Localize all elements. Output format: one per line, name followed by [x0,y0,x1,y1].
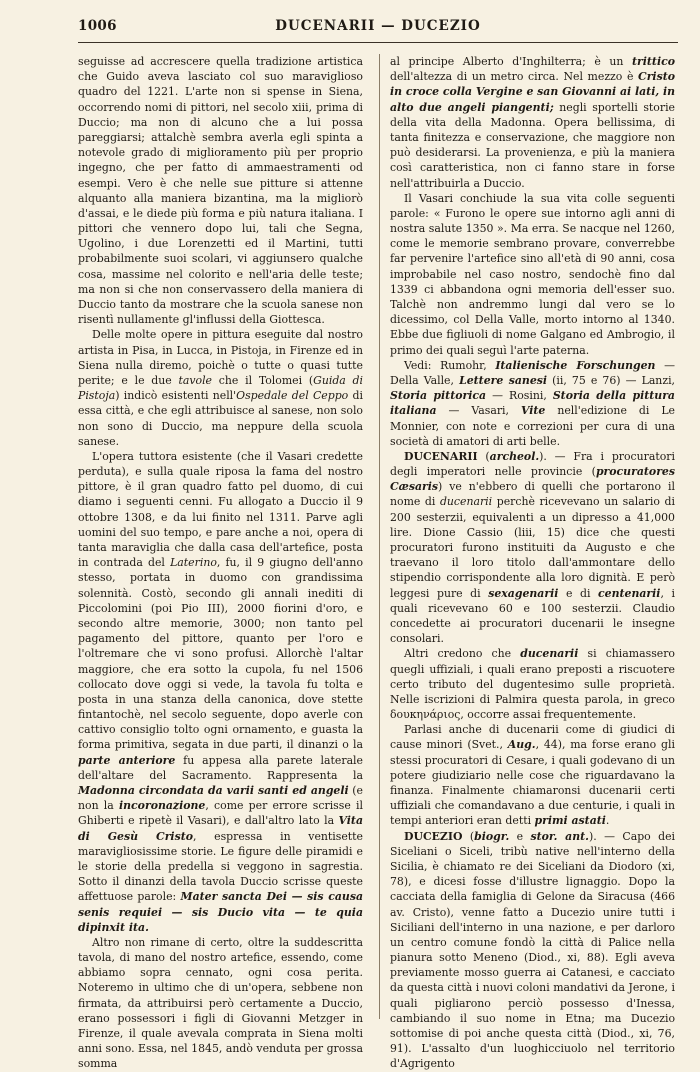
emphasis-text: sexagenarii [488,586,559,600]
text-run: dell'altezza di un metro circa. Nel mezzo è [390,70,639,84]
text-run: , i quali ricevevano 60 e 100 sesterzii. Claudio concedette ai procuratori ducenarii le insegne consolari. [390,586,675,646]
text-run: (e non la [78,784,364,813]
text-run: ) ve n'ebbero di quelli che portarono il nome di [390,480,675,509]
emphasis-text: parte anteriore [78,753,176,767]
emphasis-text: tavole [178,373,212,387]
text-run: Il Vasari conchiude la sua vita colle seguenti parole: « Furono le opere sue intorno agli anni di nostra salute 1350 ». Ma erra. Se nacque nel 1260, come le memorie sembrano provare, converrebbe far pervenire l'artefice sino all'età di 90 anni, cosa improbabile nel caso nostro, sendochè fino dal 1339 ci abbandona ogni memoria dell'esser suo. Talchè non andremmo lungi dal vero se lo dicessimo, col Della Valle, morto intorno al 1340. Ebbe due figliuoli di nome Galgano ed Ambrogio, il primo dei quali seguì l'arte paterna. [390,191,675,357]
text-run: Parlasi anche di ducenarii come di giudici di cause minori (Svet., [390,723,675,752]
text-run: seguisse ad accrescere quella tradizione artistica che Guido aveva lasciato col suo maraviglioso quadro del 1221. L'arte non si spense in Siena, occorrendo nomi di pittori, nel secolo xiii, prima di Duccio; ma non di alcuno che a lui possa pareggiarsi; attalchè sembra averla egli spinta a notevole grado di miglioramento più per proprio ingegno, che per fatto di ammaestramenti od esempi. Vero è che nelle sue pitture si attenne alquanto alla maniera bizantina, ma la migliorò d'assai, e le diede più forma e più natura italiana. I pittori che vennero dopo lui, tali che Segna, Ugolino, i due Lorenzetti ed il Martini, tutti probabilmente suoi scolari, vi aggiunsero qualche cosa, massime nel colorito e nell'aria delle teste; ma non si che non conservassero della maniera di Duccio tanto da mostrare che la scuola sanese non risentì nullamente gl'influssi della Giottesca. [78,55,363,327]
text-run: , espressa in ventisette maravigliosissime storie. Le figure delle piramidi e le storie della predella si veggono in sagrestia. Sotto il dinanzi della tavola Duccio scrisse queste affettuose parole: [78,829,363,904]
paragraph [78,327,363,449]
text-run: si chiamassero quegli uffiziali, i quali erano preposti a riscuotere certo tributo del dugentesimo sulle proprietà. Nelle iscrizioni di Palmira questa parola, in greco δουκηνάριος, occorre assai frequentemente. [390,647,675,722]
text-run: ( [477,449,490,463]
emphasis-text: procuratores Cæsaris [390,465,675,494]
emphasis-text: Ospedale del Ceppo [236,389,349,403]
text-run: Altri credono che [404,647,521,661]
text-run: — Vasari, [436,404,521,418]
emphasis-text: Lettere sanesi [459,373,548,387]
paragraph [78,935,363,1072]
entry-ducenarii [390,449,675,646]
text-run: nell'edizione di Le Monnier, con note e correzioni per cura di una società di amatori di arti belle. [390,404,675,448]
text-run: , come per errore scrisse il Ghiberti e ripetè il Vasari), e dall'altro lato la [78,799,363,828]
emphasis-text: centenarii [598,586,661,600]
emphasis-text: Vita di Gesù Cristo [78,814,363,843]
paragraph [390,646,675,722]
header-rule [78,42,678,43]
emphasis-text: Storia della pittura italiana [390,389,675,418]
emphasis-text: Aug. [507,738,536,752]
text-run: perchè ricevevano un salario di 200 sesterzii, equivalenti a un dipresso a 41,000 lire. Dione Cassio (liii, 15) dice che questi procuratori furono instituiti da Augusto e che traevano il loro titolo dall'ammontare dello stipendio corrispondente alla loro dignità. E però leggesi pure di [390,495,675,600]
text-run: , fu, il 9 giugno dell'anno stesso, portata in duomo con grandissima solennità. Costò, secondo gli annali inediti di Piccolomini (poi Pio III), 2000 fiorini d'oro, e secondo altre memorie, 3000; non tanto pel pagamento del pittore, quanto per l'oro e l'oltremare che vi sono profusi. Allorchè l'altar maggiore, che era sotto la cupola, fu nel 1506 collocato dove oggi si vede, la tavola fu tolta e posta in una stanza della canonica, dove stette fintantochè, nel secolo seguente, dopo averle con cattivo consiglio tolto ogni ornamento, e guasta la forma primitiva, segata in due parti, il dinanzi o la [78,556,363,752]
emphasis-text: archeol. [489,449,540,463]
emphasis-text: Madonna circondata da varii santi ed angeli [78,784,349,797]
emphasis-text: Guida di Pistoja [78,373,364,403]
running-title: DUCENARII — DUCEZIO [275,18,481,34]
emphasis-text: Storia pittorica [390,389,487,403]
emphasis-text: primi astati [534,814,606,828]
text-run: ) indicò esistenti nell' [115,389,237,403]
text-run: negli sportelli storie della vita della Madonna. Opera bellissima, di tanta finitezza e conservazione, che maggiore non può desiderarsi. La provenienza, e più la maniera così caratteristica, non ci fanno stare in forse nell'attribuirla a Duccio. [390,100,675,190]
emphasis-text: DUCENARII [404,449,478,463]
text-run: che il Tolomei ( [212,373,314,387]
text-run: e di [558,586,599,600]
emphasis-text: incoronazione [119,799,206,813]
bibliography-paragraph [390,358,675,449]
text-run: — Rosini, [486,389,553,403]
text-run: . [605,814,610,828]
emphasis-text: ducenarii [520,647,579,661]
emphasis-text: biogr. [474,829,510,843]
paragraph [390,191,675,358]
text-run: ). — Capo dei Siceliani o Siceli, tribù native nell'interno della Sicilia, è chiamato re dei Siceliani da Diodoro (xi, 78), e dicesi fosse d'illustre lignaggio. Dopo la cacciata della famiglia di Gelone da Siracusa (466 av. Cristo), venne fatto a Ducezio unire tutti i Siciliani dell'interno in una nazione, e per darloro un centro comune fondò la città di Palice nella pianura sotto Meneno (Diod., xi, 88). Egli aveva previamente mosso guerra ai Catanesi, e cacciato da questa città i nuovi coloni mandativi da Jerone, i quali pigliarono perciò possesso d'Inessa, cambiando il suo nome in Etna; ma Ducezio sottomise di poi anche questa città (Diod., xi, 76, 91). L'assalto d'un luoghicciuolo nel territorio d'Agrigento [390,829,676,1071]
paragraph [78,54,363,327]
right-column [390,54,676,1071]
emphasis-text: Mater sancta Dei — sis causa senis requiei — sis Ducio vita — te quia dipinxit ita. [78,890,364,934]
paragraph [390,722,675,828]
emphasis-text: Italienische Forschungen [495,358,656,372]
page-header [78,18,678,38]
text-run: ( [462,829,475,843]
emphasis-text: Cristo in croce colla Vergine e san Giovanni ai lati, in alto due angeli piangenti; [390,70,675,114]
emphasis-text: Laterino [170,556,217,570]
text-run: Altro non rimane di certo, oltre la suddescritta tavola, di mano del nostro artefice, essendo, come abbiamo sopra cennato, ogni cosa perita. Noteremo in ultimo che di un'opera, sebbene non firmata, da attribuirsi però certamente a Duccio, erano possessori i figli di Giovanni Metzger in Firenze, il quale avevala comprata in Siena molti anni sono. Essa, nel 1845, andò venduta per grossa somma [78,935,363,1071]
emphasis-text: trittico [632,55,675,68]
paragraph [78,449,363,935]
page-number: 1006 [78,18,117,34]
column-divider [379,54,380,1019]
left-column [78,54,364,1071]
emphasis-text: ducenarii [439,495,493,509]
text-run: — Della Valle, [390,358,675,387]
text-run: ). — Fra i procuratori degli imperatori nelle provincie ( [390,449,675,479]
text-run: Delle molte opere in pittura eseguite dal nostro artista in Pisa, in Lucca, in Pistoja, in Firenze ed in Siena nulla diremo, poichè o tutte o quasi tutte perite; e le due [78,328,363,387]
emphasis-text: DUCEZIO [404,829,463,843]
entry-ducezio [390,829,675,1072]
paragraph [390,54,675,191]
text-run: e [509,829,531,843]
text-run: Vedi: Rumohr, [404,358,496,372]
text-run: di essa città, e che egli attribuisce al sanese, non solo non sono di Duccio, ma neppure della scuola sanese. [78,389,363,448]
text-run: fu appesa alla parete laterale dell'altare del Sacramento. Rappresenta la [78,753,363,782]
emphasis-text: stor. ant. [530,829,589,843]
text-run: , 44), ma forse erano gli stessi procuratori di Cesare, i quali godevano di un potere giudiziario nelle cose che riguardavano la finanza. Finalmente chiamaronsi ducenarii certi uffiziali che comandavano a due centurie, i quali in tempi anteriori eran detti [390,738,675,828]
text-run: L'opera tuttora esistente (che il Vasari credette perduta), e sulla quale riposa la fama del nostro pittore, è il gran quadro fatto pel duomo, di cui diamo i seguenti cenni. Fu allogato a Duccio il 9 ottobre 1308, e da lui finito nel 1311. Parve agli uomini del suo tempo, e pare anche a noi, opera di tanta maraviglia che dalla casa dell'artefice, posta in contrada del [78,449,363,570]
emphasis-text: Vite [520,404,546,418]
text-run: al principe Alberto d'Inghilterra; è un [390,55,632,68]
text-run: (ii, 75 e 76) — Lanzi, [547,373,676,387]
